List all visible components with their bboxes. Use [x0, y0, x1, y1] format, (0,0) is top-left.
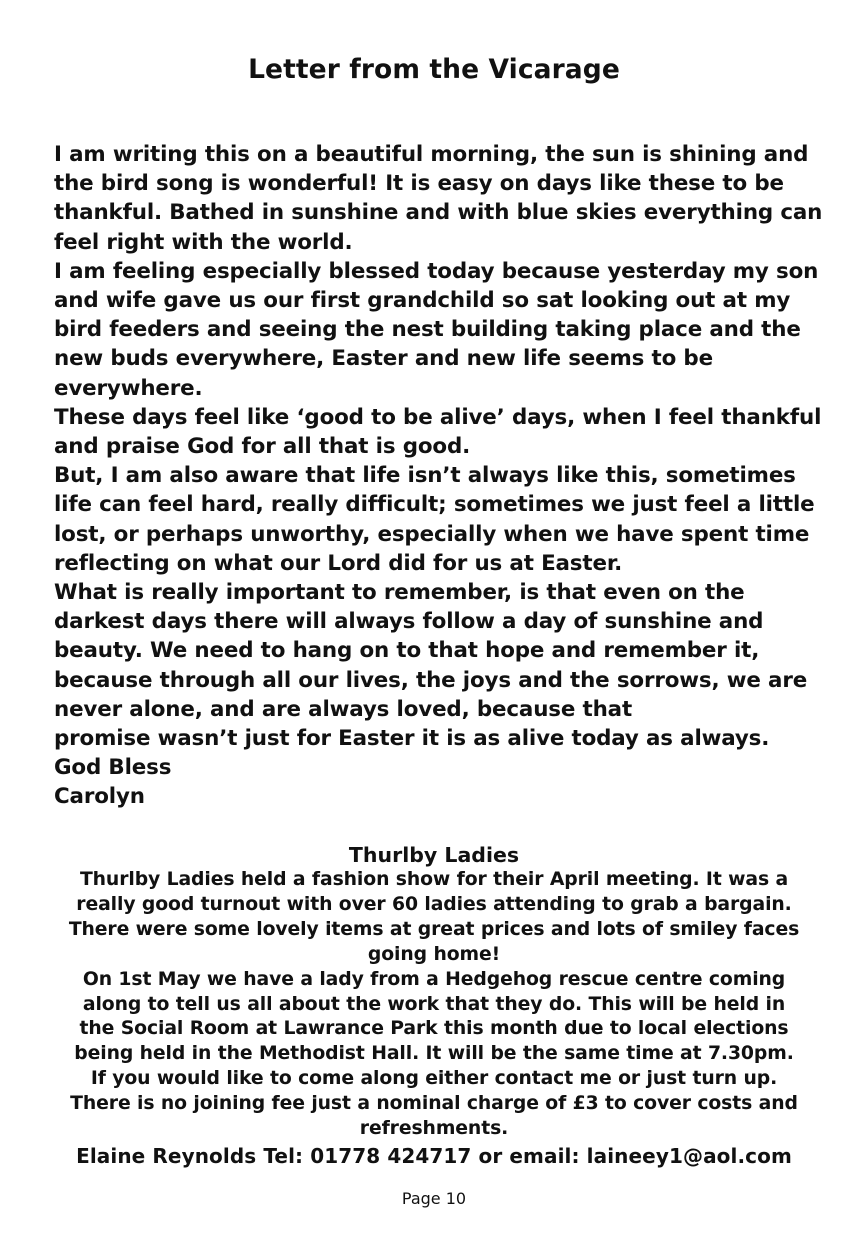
thurlby-ladies-notice	[40, 842, 828, 1171]
vicarage-letter	[54, 140, 854, 812]
ladies-line: the Social Room at Lawrance Park this month due to local elections	[79, 1018, 789, 1040]
letter-line: and wife gave us our first grandchild so sat looking out at my	[54, 288, 791, 314]
letter-line: new buds everywhere, Easter and new life seems to be	[54, 346, 713, 372]
ladies-line: There is no joining fee just a nominal charge of £3 to cover costs and	[70, 1093, 798, 1115]
letter-line: I am feeling especially blessed today because yesterday my son	[54, 258, 819, 284]
letter-line: the bird song is wonderful! It is easy on days like these to be	[54, 171, 784, 197]
letter-line: never alone, and are always loved, because that	[54, 696, 633, 722]
ladies-line: going home!	[367, 943, 501, 965]
ladies-line: There were some lovely items at great prices and lots of smiley faces	[68, 918, 800, 940]
page-title: Letter from the Vicarage	[248, 54, 620, 85]
ladies-line: On 1st May we have a lady from a Hedgehog rescue centre coming	[82, 968, 786, 990]
letter-line: beauty. We need to hang on to that hope and remember it,	[54, 638, 760, 664]
letter-line: and praise God for all that is good.	[54, 434, 471, 460]
letter-line: What is really important to remember, is that even on the	[54, 580, 745, 606]
letter-signature: Carolyn	[54, 784, 145, 810]
letter-line: reflecting on what our Lord did for us at Easter.	[54, 550, 623, 576]
ladies-line: along to tell us all about the work that they do. This will be held in	[82, 993, 786, 1015]
ladies-line: Thurlby Ladies held a fashion show for their April meeting. It was a	[79, 869, 789, 890]
letter-signoff: God Bless	[54, 755, 172, 781]
letter-line: feel right with the world.	[54, 229, 353, 255]
letter-line: darkest days there will always follow a day of sunshine and	[54, 609, 764, 635]
letter-line: life can feel hard, really difficult; sometimes we just feel a little	[54, 492, 815, 518]
letter-line: But, I am also aware that life isn’t always like this, sometimes	[54, 463, 796, 489]
letter-line: thankful. Bathed in sunshine and with blue skies everything can	[54, 200, 823, 226]
letter-line: I am writing this on a beautiful morning, the sun is shining and	[54, 142, 809, 167]
letter-line: lost, or perhaps unworthy, especially when we have spent time	[54, 521, 810, 547]
ladies-heading: Thurlby Ladies	[348, 843, 520, 867]
ladies-contact: Elaine Reynolds Tel: 01778 424717 or email: laineey1@aol.com	[76, 1143, 792, 1168]
ladies-line: refreshments.	[359, 1118, 509, 1140]
ladies-line: If you would like to come along either contact me or just turn up.	[90, 1068, 778, 1090]
letter-line: bird feeders and seeing the nest building taking place and the	[54, 317, 801, 343]
letter-line: These days feel like ‘good to be alive’ days, when I feel thankful	[54, 404, 822, 430]
ladies-body	[40, 868, 828, 1142]
ladies-line: really good turnout with over 60 ladies attending to grab a bargain.	[76, 893, 792, 915]
page-number: Page 10	[401, 1189, 467, 1208]
letter-line: promise wasn’t just for Easter it is as alive today as always.	[54, 726, 770, 752]
letter-line: everywhere.	[54, 375, 203, 401]
letter-line: because through all our lives, the joys and the sorrows, we are	[54, 667, 808, 693]
ladies-line: being held in the Methodist Hall. It will be the same time at 7.30pm.	[74, 1043, 794, 1065]
